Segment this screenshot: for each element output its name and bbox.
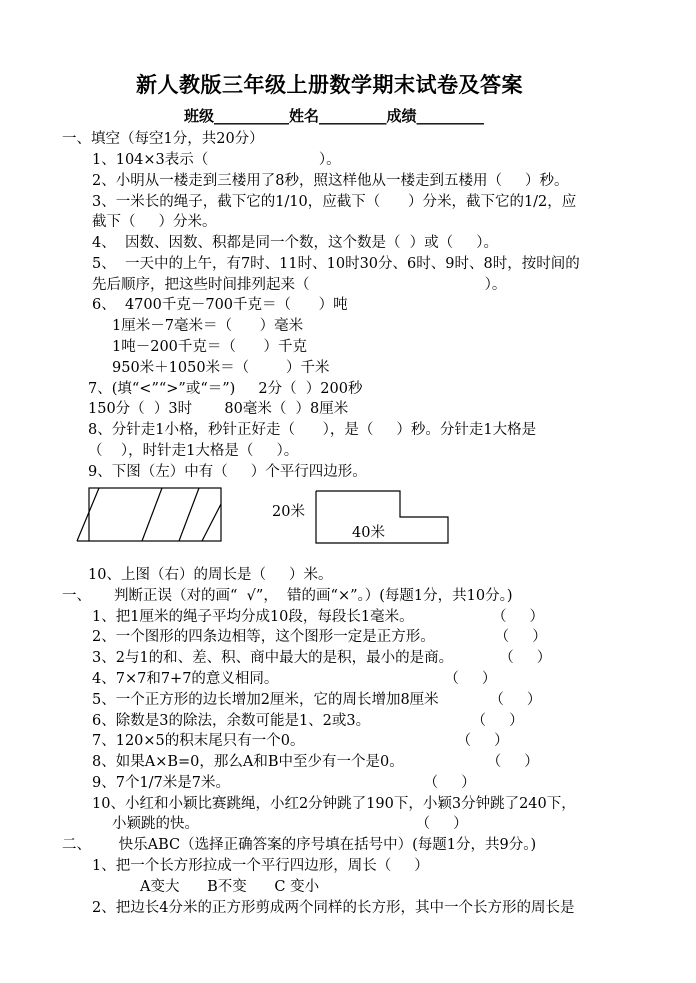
q2-8: 8、如果A×B=0，那么A和B中至少有一个是0。 （ ） <box>92 754 539 770</box>
page-title: 新人教版三年级上册数学期末试卷及答案 <box>136 72 523 97</box>
q1-3: 3、一米长的绳子，截下它的1/10，应截下（ ）分米，截下它的1/2，应 <box>92 194 577 210</box>
section-1-heading: 一、填空（每空1分，共20分） <box>62 131 264 147</box>
q2-5: 5、一个正方形的边长增加2厘米，它的周长增加8厘米 （ ） <box>92 692 542 708</box>
parallelogram-figure <box>74 486 224 544</box>
q2-4: 4、7×7和7+7的意义相同。 （ ） <box>92 671 497 687</box>
section-3-heading: 二、 快乐ABC（选择正确答案的序号填在括号中）(每题1分，共9分。) <box>62 837 537 853</box>
q2-10: 10、小红和小颖比赛跳绳，小红2分钟跳了190下，小颖3分钟跳了240下， <box>92 796 576 812</box>
q1-7-cont: 150分（ ）3时 80毫米（ ）8厘米 <box>88 401 349 417</box>
q3-1: 1、把一个长方形拉成一个平行四边形，周长（ ） <box>92 858 429 874</box>
q1-2: 2、小明从一楼走到三楼用了8秒，照这样他从一楼走到五楼用（ ）秒。 <box>92 173 569 189</box>
q1-6-d: 950米＋1050米＝（ ）千米 <box>112 360 330 376</box>
q2-2: 2、一个图形的四条边相等，这个图形一定是正方形。 （ ） <box>92 629 547 645</box>
q1-7: 7、(填“<”“>”或“＝”) 2分（ ）200秒 <box>88 381 363 397</box>
q1-10: 10、上图（右）的周长是（ ）米。 <box>88 567 333 583</box>
q1-5-cont: 先后顺序，把这些时间排列起来（ ）。 <box>92 277 507 293</box>
q1-3-cont: 截下（ ）分米。 <box>92 214 217 230</box>
section-2-heading: 一、 判断正误（对的画“ √”， 错的画“×”。）(每题1分，共10分。) <box>62 588 513 604</box>
student-info-line: 班级__________姓名_________成绩_________ <box>184 107 485 125</box>
q3-1-options: A变大 B不变 C 变小 <box>140 879 320 895</box>
q2-10-cont: 小颖跳的快。 （ ） <box>112 816 468 832</box>
q2-7: 7、120×5的积末尾只有一个0。 （ ） <box>92 733 509 749</box>
q2-3: 3、2与1的和、差、积、商中最大的是积，最小的是商。 （ ） <box>92 650 552 666</box>
q1-8-cont: （ ），时针走1大格是（ ）。 <box>88 443 299 459</box>
q1-1: 1、104×3表示（ ）。 <box>92 152 341 168</box>
q1-8: 8、分针走1小格，秒针正好走（ ），是（ ）秒。分针走1大格是 <box>88 422 537 438</box>
q1-4: 4、 因数、因数、积都是同一个数，这个数是（ ）或（ ）。 <box>92 235 498 251</box>
q2-6: 6、除数是3的除法，余数可能是1、2或3。 （ ） <box>92 713 524 729</box>
figure-height-label: 20米 <box>272 504 305 520</box>
q3-2: 2、把边长4分米的正方形剪成两个同样的长方形，其中一个长方形的周长是 <box>92 900 575 916</box>
figure-width-label: 40米 <box>352 525 385 541</box>
q1-6-c: 1吨－200千克＝（ ）千克 <box>112 339 308 355</box>
q2-9: 9、7个1/7米是7米。 （ ） <box>92 775 476 791</box>
q1-9: 9、下图（左）中有（ ）个平行四边形。 <box>88 464 367 480</box>
q1-6-b: 1厘米－7毫米＝（ ）毫米 <box>112 318 304 334</box>
q1-5: 5、 一天中的上午，有7时、11时、10时30分、6时、9时、8时，按时间的 <box>92 256 580 272</box>
q2-1: 1、把1厘米的绳子平均分成10段，每段长1毫米。 （ ） <box>92 609 545 625</box>
q1-6: 6、 4700千克－700千克＝（ ）吨 <box>92 297 348 313</box>
